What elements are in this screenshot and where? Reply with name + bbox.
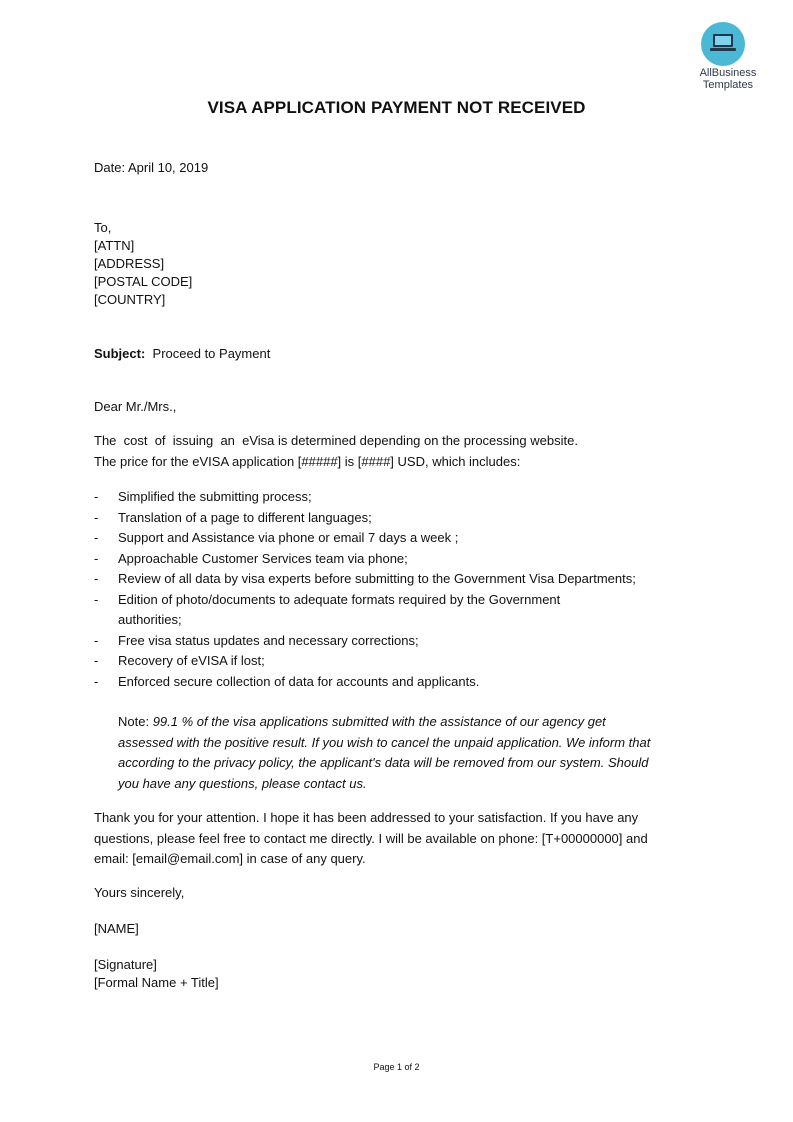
list-item-text: Enforced secure collection of data for accounts and applicants. xyxy=(118,673,480,689)
logo-text-line1: AllBusiness xyxy=(699,67,757,79)
logo-text xyxy=(688,67,768,91)
list-item xyxy=(94,590,608,631)
address-line: To, xyxy=(94,220,112,235)
subject-label: Subject: xyxy=(94,346,146,361)
bullet-marker: - xyxy=(94,571,99,586)
note-label: Note: xyxy=(118,714,153,729)
bullet-marker: - xyxy=(94,530,99,545)
list-item-text: Approachable Customer Services team via phone; xyxy=(118,550,408,566)
address-line: [POSTAL CODE] xyxy=(94,274,193,289)
list-item xyxy=(94,651,694,672)
formal-name-line: [Formal Name + Title] xyxy=(94,975,219,990)
bullet-marker: - xyxy=(94,591,99,607)
list-item xyxy=(94,569,694,590)
list-item xyxy=(94,672,694,693)
list-item-text: Edition of photo/documents to adequate formats required by the Government authorities; xyxy=(118,591,561,627)
list-item-text: Support and Assistance via phone or email 7 days a week ; xyxy=(118,530,459,545)
note-body: 99.1 % of the visa applications submitted with the assistance of our agency get assessed with the positive result. If you wish to cancel the unpaid application. We inform that according to the privacy policy, the applicant's data will be removed from our system. Should you have any questions, please contact us. xyxy=(118,714,651,791)
subject-line xyxy=(94,345,270,363)
salutation: Dear Mr./Mrs., xyxy=(94,399,177,414)
name-placeholder: [NAME] xyxy=(94,921,139,936)
bullet-marker: - xyxy=(94,509,99,525)
logo-text-line2: Templates xyxy=(702,79,754,91)
list-item xyxy=(94,631,694,652)
signature-block xyxy=(94,956,219,992)
bullet-marker: - xyxy=(94,673,99,689)
bullet-marker: - xyxy=(94,632,99,648)
intro-line: The price for the eVISA application [#####] is [####] USD, which includes: xyxy=(94,453,521,469)
list-item-text: Review of all data by visa experts before submitting to the Government Visa Departments; xyxy=(118,571,636,586)
list-item-text: Free visa status updates and necessary corrections; xyxy=(118,632,419,648)
signature-line: [Signature] xyxy=(94,957,157,972)
page-number: Page 1 of 2 xyxy=(373,1062,420,1072)
bullet-marker: - xyxy=(94,489,99,504)
intro-line: The cost of issuing an eVisa is determined depending on the processing website. xyxy=(94,433,578,448)
date-line: Date: April 10, 2019 xyxy=(94,160,209,175)
sign-off: Yours sincerely, xyxy=(94,885,185,900)
laptop-icon xyxy=(708,30,738,56)
note-paragraph xyxy=(118,712,658,794)
subject-value: Proceed to Payment xyxy=(152,346,271,361)
intro-paragraph xyxy=(94,431,674,472)
recipient-address xyxy=(94,219,192,309)
included-services-list xyxy=(94,487,694,692)
list-item xyxy=(94,487,694,508)
list-item xyxy=(94,508,694,529)
list-item-text: Simplified the submitting process; xyxy=(118,489,312,504)
bullet-marker: - xyxy=(94,653,99,668)
closing-paragraph: Thank you for your attention. I hope it has been addressed to your satisfaction. If you have any questions, please feel free to contact me directly. I will be available on phone: [T+00000000] and email: [email@email.com] in case of any query. xyxy=(94,810,648,866)
list-item xyxy=(94,528,694,549)
allbusiness-templates-logo xyxy=(688,22,768,94)
address-line: [COUNTRY] xyxy=(94,292,166,307)
bullet-marker: - xyxy=(94,550,99,566)
address-line: [ADDRESS] xyxy=(94,256,165,271)
list-item-text: Recovery of eVISA if lost; xyxy=(118,653,265,668)
list-item-text: Translation of a page to different languages; xyxy=(118,509,372,525)
address-line: [ATTN] xyxy=(94,238,135,253)
document-title: VISA APPLICATION PAYMENT NOT RECEIVED xyxy=(207,98,586,117)
list-item xyxy=(94,549,694,570)
